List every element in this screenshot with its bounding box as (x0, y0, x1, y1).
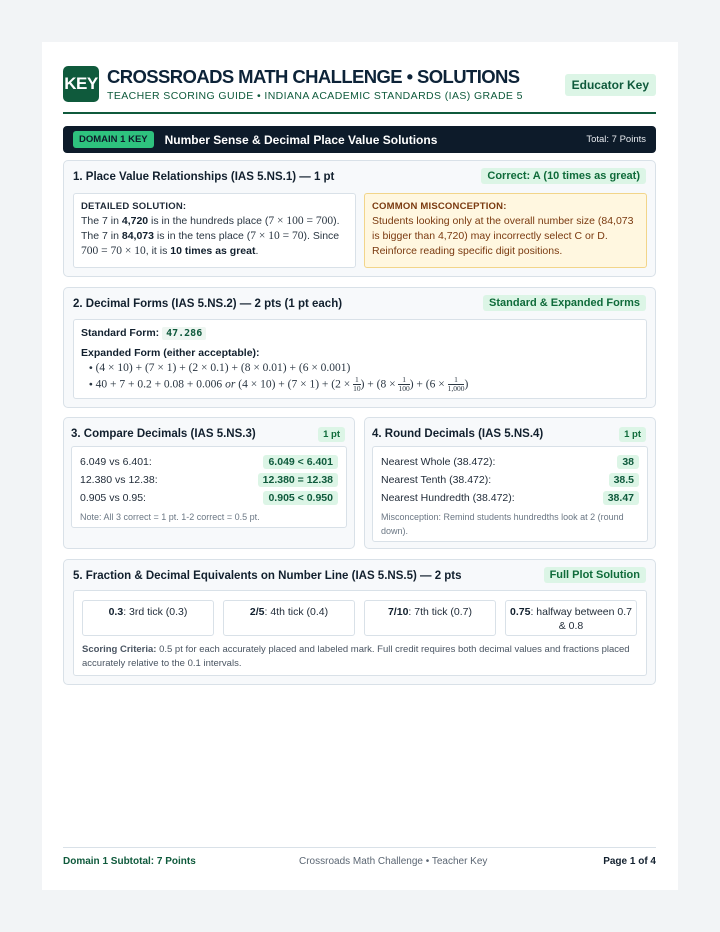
question-1-card (63, 160, 656, 277)
misconception-label: COMMON MISCONCEPTION: (372, 201, 507, 212)
expanded-form-1: • (4 × 10) + (7 × 1) + (2 × 0.1) + (8 × 0.01) + (6 × 0.001) (89, 362, 351, 374)
compare-row: 6.049 vs 6.401: 6.049 < 6.401 (80, 453, 338, 470)
scoring-criteria: Scoring Criteria: 0.5 pt for each accurately placed and labeled mark. Full credit requires both decimal values and fractions placed accurately relative to the 0.1 intervals. (82, 644, 630, 669)
page-title: CROSSROADS MATH CHALLENGE • SOLUTIONS (107, 66, 520, 87)
standard-form-line: Standard Form: 47.286 (81, 326, 639, 341)
answer-key-page (42, 42, 678, 890)
question-3-points: 1 pt (318, 427, 345, 442)
round-row: Nearest Hundredth (38.472): 38.47 (381, 489, 639, 506)
page-subtitle: TEACHER SCORING GUIDE • INDIANA ACADEMIC STANDARDS (IAS) GRADE 5 (107, 90, 523, 102)
question-3-heading: 3. Compare Decimals (IAS 5.NS.3) (71, 428, 256, 440)
plot-cell: 0.3: 3rd tick (0.3) (82, 600, 214, 636)
plot-cell: 7/10: 7th tick (0.7) (364, 600, 496, 636)
question-4-card (364, 417, 656, 549)
question-2-heading: 2. Decimal Forms (IAS 5.NS.2) — 2 pts (1 pt each) (73, 298, 343, 310)
compare-row: 0.905 vs 0.95: 0.905 < 0.950 (80, 489, 338, 506)
compare-decimals-box (71, 446, 347, 528)
domain-title: Number Sense & Decimal Place Value Solutions (164, 132, 438, 147)
plot-cell: 0.75: halfway between 0.7 & 0.8 (505, 600, 637, 636)
question-5-answer: Full Plot Solution (544, 567, 646, 583)
question-2-card (63, 287, 656, 408)
plot-cell: 2/5: 4th tick (0.4) (223, 600, 355, 636)
round-row: Nearest Whole (38.472): 38 (381, 453, 639, 470)
question-3-card (63, 417, 355, 549)
round-misconception-note: Misconception: Remind students hundredths look at 2 (round down). (381, 512, 624, 536)
misconception-text: Students looking only at the overall number size (84,073 is bigger than 4,720) may incorrectly select C or D. Reinforce reading specific digit positions. (372, 215, 634, 257)
key-logo: KEY (63, 66, 99, 102)
question-1-heading: 1. Place Value Relationships (IAS 5.NS.1) — 1 pt (73, 171, 335, 183)
footer-page-number: Page 1 of 4 (603, 856, 656, 867)
question-5-card (63, 559, 656, 685)
expanded-form-label: Expanded Form (either acceptable): (81, 347, 260, 359)
footer-title: Crossroads Math Challenge • Teacher Key (299, 856, 488, 867)
compare-note: Note: All 3 correct = 1 pt. 1-2 correct = 0.5 pt. (80, 512, 260, 522)
detailed-solution-text: The 7 in 4,720 is in the hundreds place (7 × 100 = 700). The 7 in 84,073 is in the tens place (7 × 10 = 70). Since 700 = 70 × 10, it is 10 times as great. (81, 215, 340, 257)
decimal-forms-box (73, 319, 647, 399)
question-2-answer: Standard & Expanded Forms (483, 295, 646, 311)
standard-form-value: 47.286 (162, 327, 206, 340)
expanded-form-2: • 40 + 7 + 0.2 + 0.08 + 0.006 or (4 × 10) + (7 × 1) + (2 × $\frac{1}{10}$ ) + (8 × $\frac{1}{100}$ ) + (6 × $\frac{1}{1,000}$ ) (89, 375, 469, 393)
page-header (63, 64, 656, 114)
question-4-heading: 4. Round Decimals (IAS 5.NS.4) (372, 428, 544, 440)
domain-total: Total: 7 Points (586, 134, 646, 145)
compare-row: 12.380 vs 12.38: 12.380 = 12.38 (80, 471, 338, 488)
detailed-solution-box (73, 193, 356, 268)
number-line-box (73, 590, 647, 676)
misconception-box (364, 193, 647, 268)
question-5-heading: 5. Fraction & Decimal Equivalents on Number Line (IAS 5.NS.5) — 2 pts (73, 570, 462, 582)
educator-key-badge: Educator Key (565, 74, 656, 96)
question-4-points: 1 pt (619, 427, 646, 442)
question-1-answer: Correct: A (10 times as great) (481, 168, 646, 184)
page-footer (63, 847, 656, 867)
footer-subtotal: Domain 1 Subtotal: 7 Points (63, 856, 196, 867)
detailed-solution-label: DETAILED SOLUTION: (81, 201, 187, 212)
domain-bar (63, 126, 656, 153)
round-decimals-box (372, 446, 648, 542)
round-row: Nearest Tenth (38.472): 38.5 (381, 471, 639, 488)
domain-tag: DOMAIN 1 KEY (73, 131, 154, 148)
